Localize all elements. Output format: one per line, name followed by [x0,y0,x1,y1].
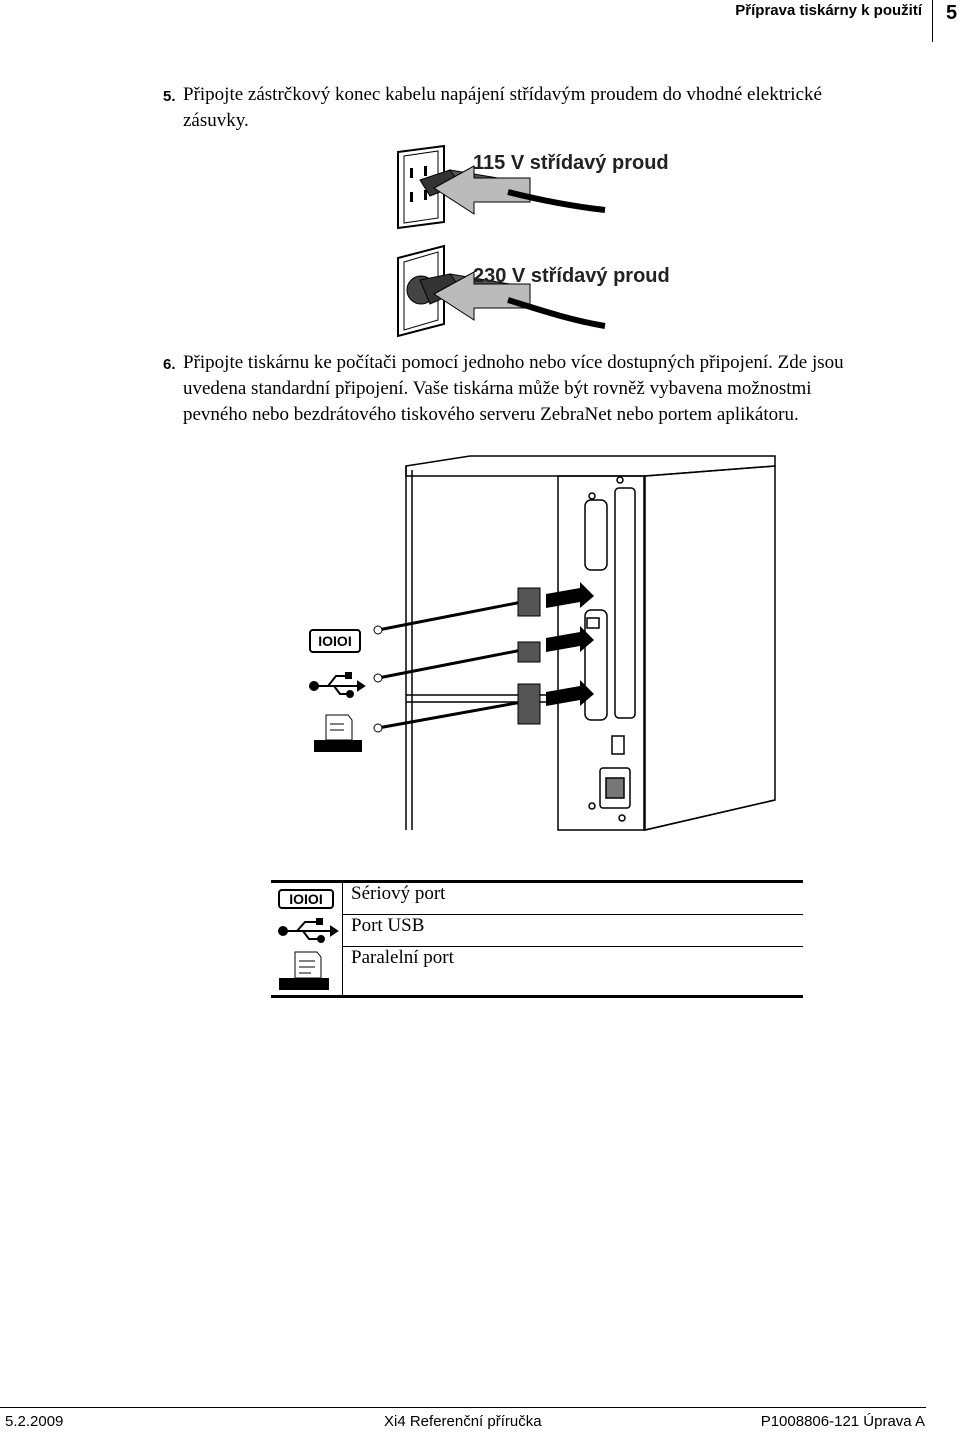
arrow-icons [546,582,594,706]
footer-rule [0,1407,926,1408]
legend-label-serial: Sériový port [351,883,446,904]
port-legend-table [271,880,803,999]
label-230v: 230 V střídavý proud [473,265,670,287]
running-header-title: Příprava tiskárny k použití [735,2,922,19]
usb-icon [310,673,364,697]
legend-label-parallel: Paralelní port [351,947,454,968]
step-5-line-1: Připojte zástrčkový konec kabelu napájení střídavým proudem do vhodné elektrické [183,84,822,105]
serial-port-icon [310,630,360,652]
footer-manual-title: Xi4 Referenční příručka [384,1413,542,1430]
label-115v: 115 V střídavý proud [473,152,669,174]
connector-plugs [374,588,540,732]
legend-label-usb: Port USB [351,915,425,936]
serial-port-icon [277,888,337,910]
footer-date: 5.2.2009 [5,1413,64,1430]
step-6-line-1: Připojte tiskárnu ke počítači pomocí jednoho nebo více dostupných připojení. Zde jsou [183,352,844,373]
parallel-port-icon [277,950,337,992]
step-5-line-2: zásuvky. [183,110,249,131]
cable-lines [378,602,522,728]
legend-serial-icon-text: IOIOI [289,891,323,907]
serial-icon-text: IOIOI [318,633,352,649]
step-5-text [183,82,822,134]
step-6-number: 6. [163,356,176,373]
printer-connections-illustration [300,440,780,850]
header-divider [932,0,933,42]
usb-icon [277,918,341,944]
step-6-text [183,350,844,428]
parallel-port-icon [314,715,362,752]
outlet-230v-icon [398,246,605,336]
page-number: 5 [946,2,958,24]
footer-document-id: P1008806-121 Úprava A [760,1413,925,1430]
step-5-number: 5. [163,88,176,105]
step-6-line-3: pevného nebo bezdrátového tiskového serveru ZebraNet nebo portem aplikátoru. [183,404,799,425]
step-6-line-2: uvedena standardní připojení. Vaše tiskárna může být rovněž vybavena možnostmi [183,378,812,399]
legend-bottom-rule [271,995,803,998]
legend-column-divider [342,883,343,995]
